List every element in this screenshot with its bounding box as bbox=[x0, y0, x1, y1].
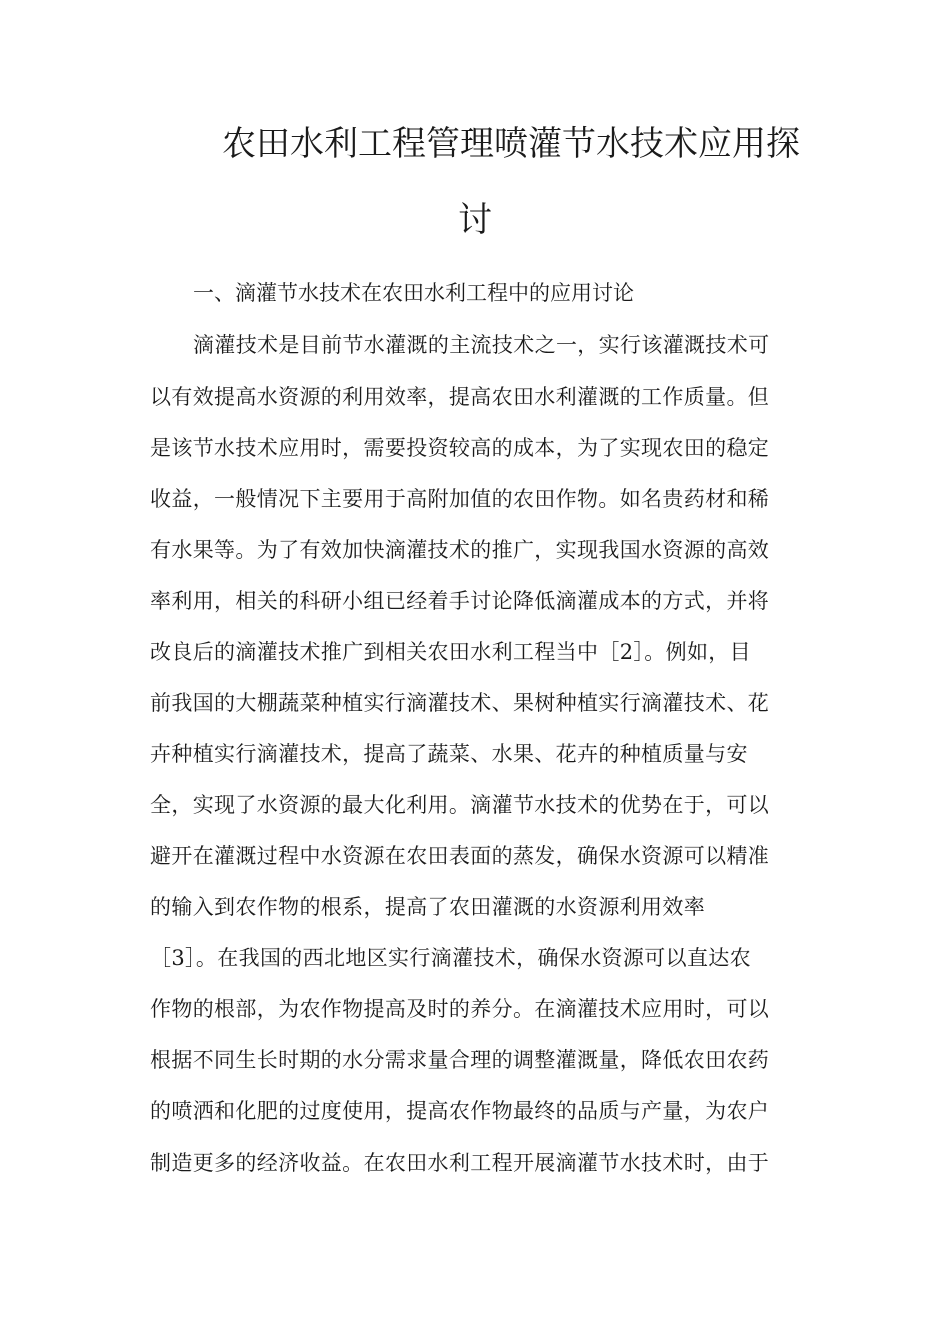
paragraph-line: 的输入到农作物的根系，提高了农田灌溉的水资源利用效率 bbox=[150, 895, 706, 919]
document-title-line-1: 农田水利工程管理喷灌节水技术应用探 bbox=[222, 124, 800, 164]
paragraph-line: 的喷洒和化肥的过度使用，提高农作物最终的品质与产量，为农户 bbox=[150, 1099, 770, 1123]
paragraph-line: 有水果等。为了有效加快滴灌技术的推广，实现我国水资源的高效 bbox=[150, 538, 770, 562]
paragraph-line: 全，实现了水资源的最大化利用。滴灌节水技术的优势在于，可以 bbox=[150, 793, 770, 817]
paragraph-line: 收益，一般情况下主要用于高附加值的农田作物。如名贵药材和稀 bbox=[150, 487, 770, 511]
section-heading: 一、滴灌节水技术在农田水利工程中的应用讨论 bbox=[193, 281, 634, 305]
document-title-line-2: 讨 bbox=[458, 200, 492, 240]
paragraph-line: 根据不同生长时期的水分需求量合理的调整灌溉量，降低农田农药 bbox=[150, 1048, 770, 1072]
paragraph-line: 是该节水技术应用时，需要投资较高的成本，为了实现农田的稳定 bbox=[150, 436, 770, 460]
paragraph-line: 改良后的滴灌技术推广到相关农田水利工程当中［2］。例如，目 bbox=[150, 640, 752, 664]
paragraph-line: 滴灌技术是目前节水灌溉的主流技术之一，实行该灌溉技术可 bbox=[193, 333, 770, 357]
paragraph-line: ［3］。在我国的西北地区实行滴灌技术，确保水资源可以直达农 bbox=[150, 946, 752, 970]
paragraph-line: 前我国的大棚蔬菜种植实行滴灌技术、果树种植实行滴灌技术、花 bbox=[150, 691, 770, 715]
paragraph-line: 作物的根部，为农作物提高及时的养分。在滴灌技术应用时，可以 bbox=[150, 997, 770, 1021]
paragraph-line: 制造更多的经济收益。在农田水利工程开展滴灌节水技术时，由于 bbox=[150, 1151, 770, 1175]
paragraph-line: 率利用，相关的科研小组已经着手讨论降低滴灌成本的方式，并将 bbox=[150, 589, 770, 613]
paragraph-line: 卉种植实行滴灌技术，提高了蔬菜、水果、花卉的种植质量与安 bbox=[150, 742, 748, 766]
paragraph-line: 以有效提高水资源的利用效率，提高农田水利灌溉的工作质量。但 bbox=[150, 385, 770, 409]
paragraph-line: 避开在灌溉过程中水资源在农田表面的蒸发，确保水资源可以精准 bbox=[150, 844, 770, 868]
